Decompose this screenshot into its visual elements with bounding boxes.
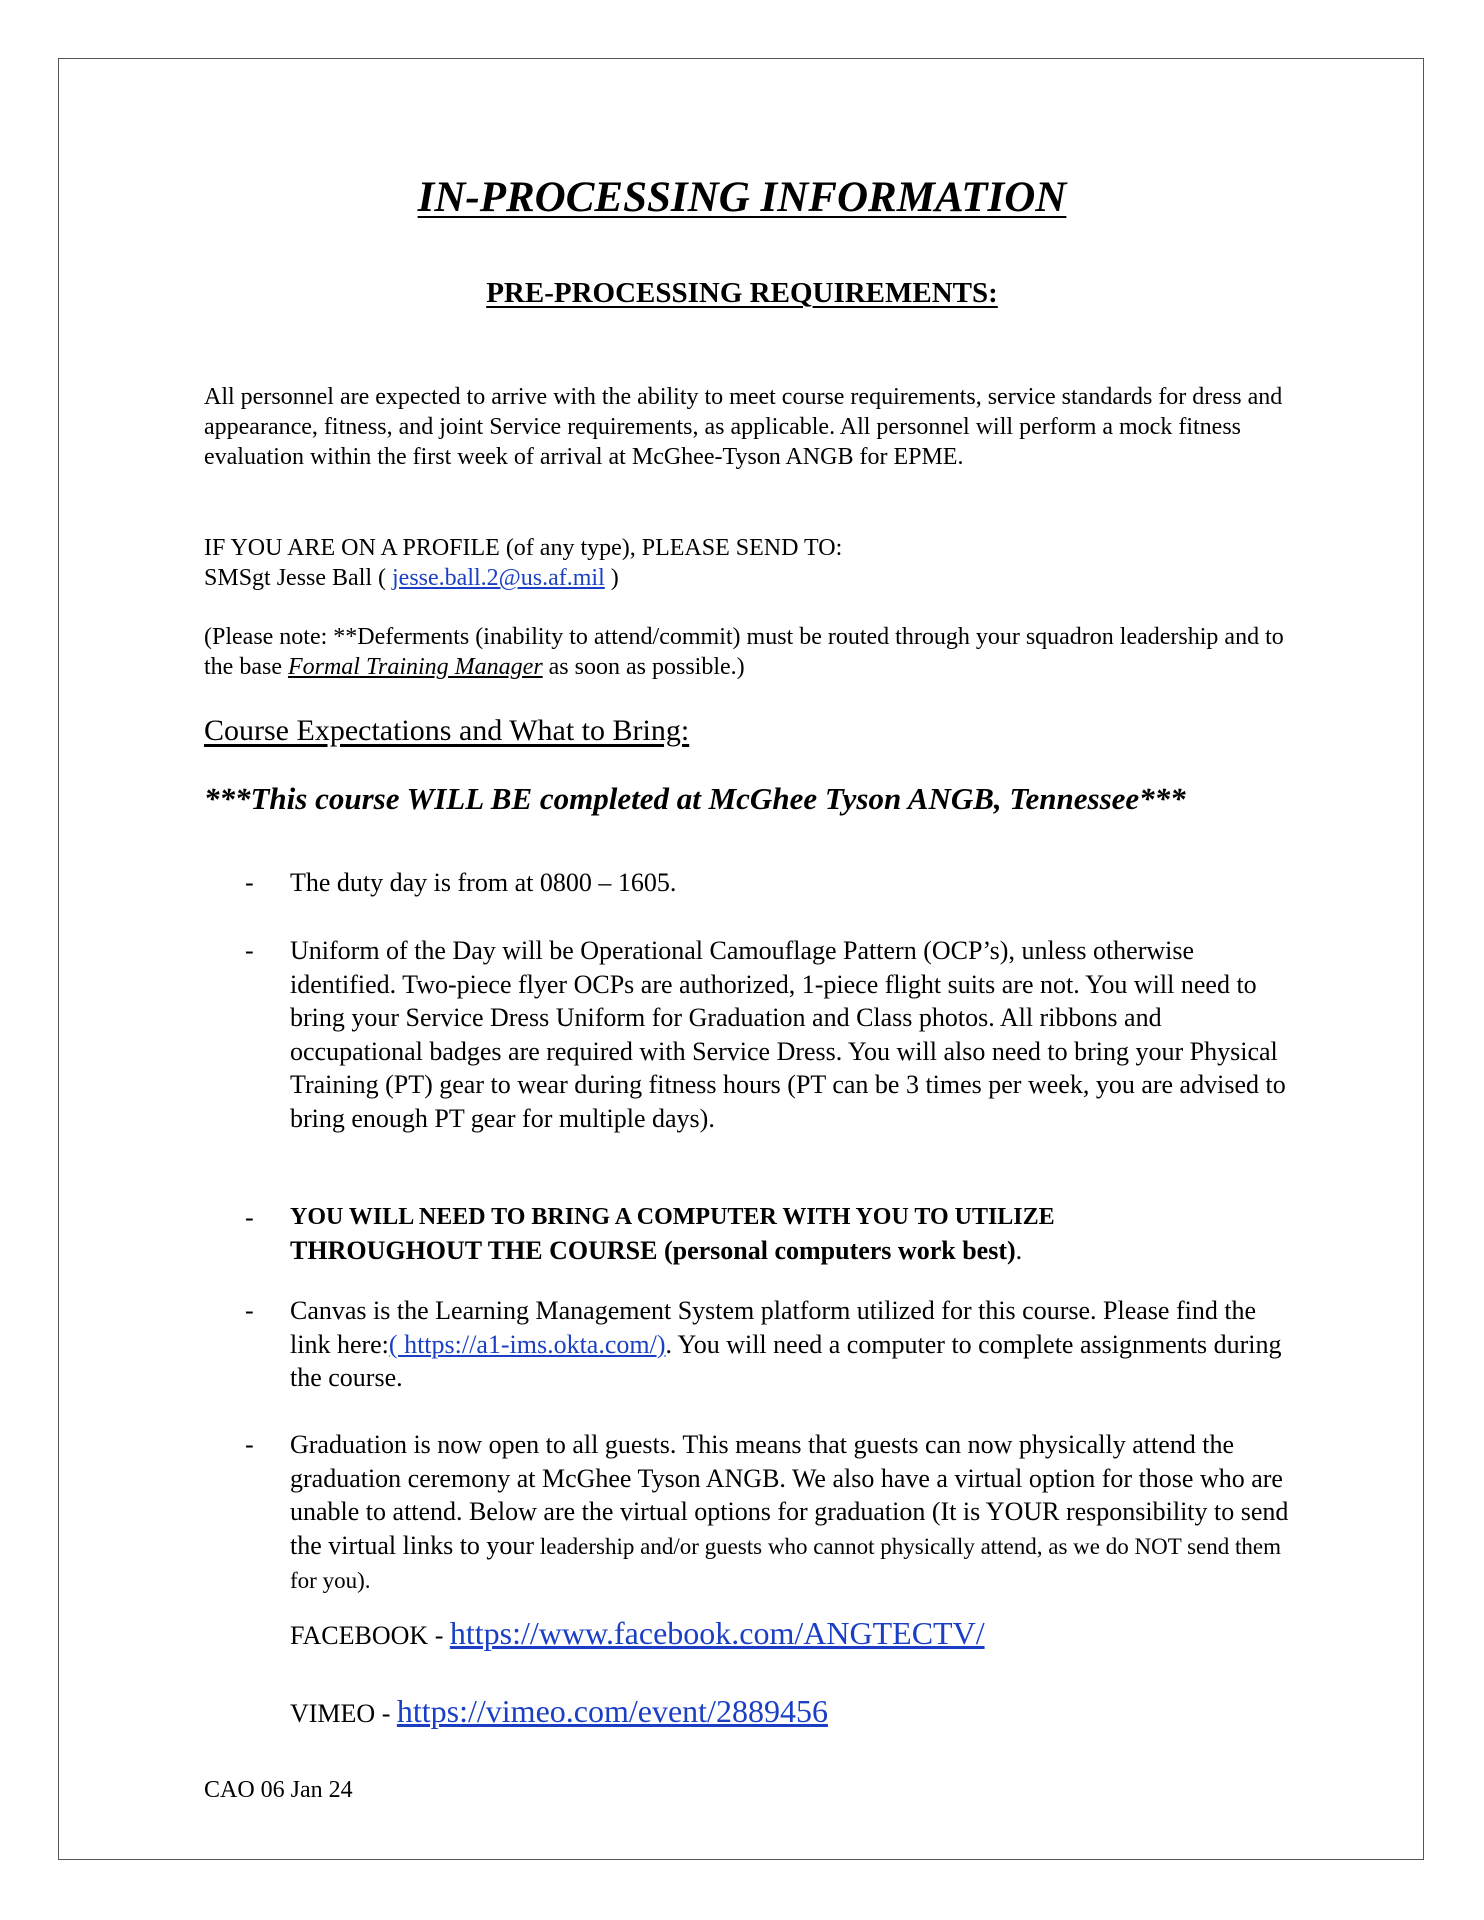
page-title: IN-PROCESSING INFORMATION (417, 174, 1067, 221)
graduation-text-small: leadership and/or guests who cannot physically attend, as we do NOT send them for you). (290, 1533, 1281, 1593)
vimeo-row (290, 1692, 828, 1730)
facebook-label: FACEBOOK - (290, 1621, 450, 1650)
canvas-link[interactable]: ( https://a1-ims.okta.com/) (388, 1329, 666, 1359)
contact-suffix: ) (604, 565, 619, 591)
computer-line-2: THROUGHOUT THE COURSE (personal computers work best) (290, 1236, 1016, 1265)
page-subtitle: PRE-PROCESSING REQUIREMENTS: (486, 277, 998, 309)
location-emphasis: ***This course WILL BE completed at McGhee Tyson ANGB, Tennessee*** (204, 781, 1186, 816)
bullet-text (290, 1294, 1290, 1395)
contact-line (204, 563, 1284, 593)
bullet-text (290, 1201, 1290, 1267)
bullet-marker: - (245, 1296, 254, 1325)
section-heading: Course Expectations and What to Bring: (204, 714, 690, 747)
document-footer: CAO 06 Jan 24 (204, 1777, 353, 1803)
note-emphasis: Formal Training Manager (287, 654, 543, 680)
computer-line-1: YOU WILL NEED TO BRING A COMPUTER WITH YOU TO UTILIZE (290, 1204, 1055, 1230)
profile-block (204, 533, 1284, 593)
vimeo-link[interactable]: https://vimeo.com/event/2889456 (396, 1693, 828, 1729)
bullet-text: Uniform of the Day will be Operational Camouflage Pattern (OCP’s), unless otherwise identified. Two-piece flyer OCPs are authorized, 1-piece flight suits are not. You will need to bring your Service Dress Uniform for Graduation and Class photos. All ribbons and occupational badges are required with Service Dress. You will also need to bring your Physical Training (PT) gear to wear during fitness hours (PT can be 3 times per week, you are advised to bring enough PT gear for multiple days). (290, 936, 1286, 1133)
deferment-note (204, 622, 1284, 682)
bullet-marker: - (245, 936, 254, 965)
contact-email-link[interactable]: jesse.ball.2@us.af.mil (392, 565, 605, 591)
computer-line-2-wrap (290, 1234, 1290, 1267)
bullet-marker: - (245, 868, 254, 897)
contact-name: SMSgt Jesse Ball ( (204, 565, 393, 591)
bullet-marker: - (245, 1430, 254, 1459)
bullet-text: The duty day is from at 0800 – 1605. (290, 868, 677, 897)
note-text-after: as soon as possible.) (542, 654, 745, 680)
canvas-text-after: . You will need a computer to complete assignments during the course. (290, 1329, 1282, 1392)
profile-instruction: IF YOU ARE ON A PROFILE (of any type), PLEASE SEND TO: (204, 535, 843, 561)
bullet-text (290, 1428, 1290, 1598)
intro-paragraph: All personnel are expected to arrive with the ability to meet course requirements, service standards for dress and appearance, fitness, and joint Service requirements, as applicable. All personnel will perform a mock fitness evaluation within the first week of arrival at McGhee-Tyson ANGB for EPME. (204, 384, 1283, 470)
note-text-before: (Please note: **Deferments (inability to attend/commit) must be routed through your squadron leadership and to the base (204, 624, 1284, 680)
graduation-text: Graduation is now open to all guests. This means that guests can now physically attend the graduation ceremony at McGhee Tyson ANGB. We also have a virtual option for those who are unable to attend. Below are the virtual options for graduation (It is YOUR responsibility to send the virtual links to your (290, 1430, 1289, 1560)
facebook-row (290, 1614, 985, 1652)
canvas-text-before: Canvas is the Learning Management System platform utilized for this course. Please find the link here: (290, 1296, 1257, 1359)
bullet-marker: - (245, 1203, 254, 1232)
vimeo-label: VIMEO - (290, 1699, 397, 1728)
facebook-link[interactable]: https://www.facebook.com/ANGTECTV/ (449, 1615, 985, 1651)
computer-period: . (1015, 1236, 1023, 1265)
